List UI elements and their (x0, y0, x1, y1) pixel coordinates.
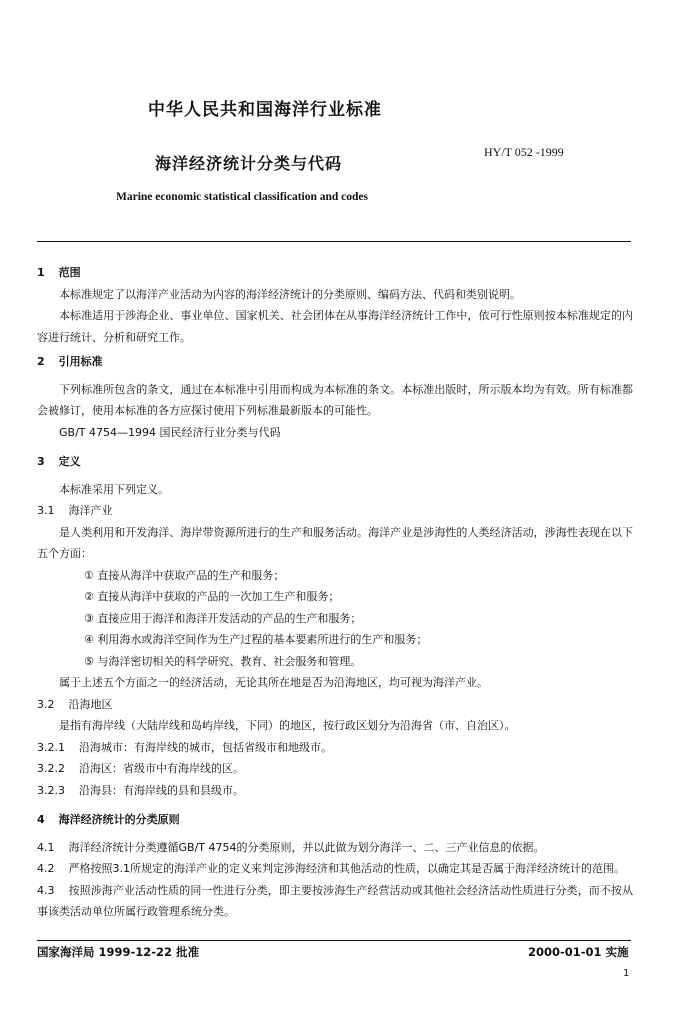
standard-org-heading: 中华人民共和国海洋行业标准 (148, 100, 382, 120)
section-3-intro: 本标准采用下列定义。 (59, 482, 169, 496)
list-item: ⑤ 与海洋密切相关的科学研究、教育、社会服务和管理。 (84, 654, 362, 668)
document-body (37, 262, 633, 923)
definition-3-2-1: 3.2.1 沿海城市：有海岸线的城市，包括省级市和地级市。 (37, 740, 332, 754)
definition-3-2-2: 3.2.2 沿海区：省级市中有海岸线的区。 (37, 762, 244, 775)
definition-3-1-tail: 属于上述五个方面之一的经济活动，无论其所在地是否为沿海地区，均可视为海洋产业。 (59, 676, 488, 689)
section-4-heading: 4 海洋经济统计的分类原则 (37, 813, 180, 826)
definition-3-2-heading: 3.2 沿海地区 (37, 697, 113, 711)
list-item: ② 直接从海洋中获取的产品的一次加工生产和服务； (84, 590, 340, 603)
effective-date: 2000-01-01 实施 (528, 945, 629, 959)
section-1-heading: 1 范围 (37, 266, 81, 279)
definition-3-1-heading: 3.1 海洋产业 (37, 504, 113, 517)
clause-4-2: 4.2 严格按照3.1所规定的海洋产业的定义来判定涉海经济和其他活动的性质，以确定其是否属于海洋经济统计的范围。 (37, 862, 625, 875)
document-title: 海洋经济统计分类与代码 (155, 154, 343, 173)
clause-4-3: 4.3 按照涉海产业活动性质的同一性进行分类，即主要按涉海生产经营活动或其他社会经济活动性质进行分类，而不按从事该类活动单位所属行政管理系统分类。 (37, 883, 633, 918)
clause-4-1: 4.1 海洋经济统计分类遵循GB/T 4754的分类原则，并以此做为划分海洋一、二、三产业信息的依据。 (37, 840, 545, 854)
section-2-paragraph: 下列标准所包含的条文，通过在本标准中引用而构成为本标准的条文。本标准出版时，所示版本均为有效。所有标准都会被修订，使用本标准的各方应探讨使用下列标准最新版本的可能性。 (37, 382, 633, 417)
list-item: ① 直接从海洋中获取产品的生产和服务； (84, 568, 285, 582)
footer-divider (37, 940, 631, 941)
section-3-heading: 3 定义 (37, 455, 81, 468)
section-2-reference: GB/T 4754—1994 国民经济行业分类与代码 (59, 425, 281, 439)
definition-3-2-3: 3.2.3 沿海县：有海岸线的县和县级市。 (37, 783, 244, 797)
list-item: ③ 直接应用于海洋和海洋开发活动的产品的生产和服务； (84, 611, 362, 625)
standard-code: HY/T 052 -1999 (484, 145, 564, 159)
header-divider (37, 241, 631, 242)
approval-issuer-date: 国家海洋局 1999-12-22 批准 (37, 945, 200, 959)
english-title: Marine economic statistical classification and codes (116, 191, 369, 203)
definition-3-1-text: 是人类利用和开发海洋、海岸带资源所进行的生产和服务活动。海洋产业是涉海性的人类经济活动，涉海性表现在以下五个方面： (37, 525, 633, 560)
section-1-paragraph-2: 本标准适用于涉海企业、事业单位、国家机关、社会团体在从事海洋经济统计工作中，依可行性原则按本标准规定的内容进行统计、分析和研究工作。 (37, 309, 633, 344)
page-number: 1 (623, 968, 630, 979)
section-2-heading: 2 引用标准 (37, 355, 103, 368)
definition-3-2-text: 是指有海岸线（大陆岸线和岛屿岸线，下同）的地区，按行政区划分为沿海省（市、自治区）。 (59, 719, 516, 732)
list-item: ④ 利用海水或海洋空间作为生产过程的基本要素所进行的生产和服务； (84, 633, 428, 646)
section-1-paragraph-1: 本标准规定了以海洋产业活动为内容的海洋经济统计的分类原则、编码方法、代码和类别说明。 (59, 287, 521, 301)
